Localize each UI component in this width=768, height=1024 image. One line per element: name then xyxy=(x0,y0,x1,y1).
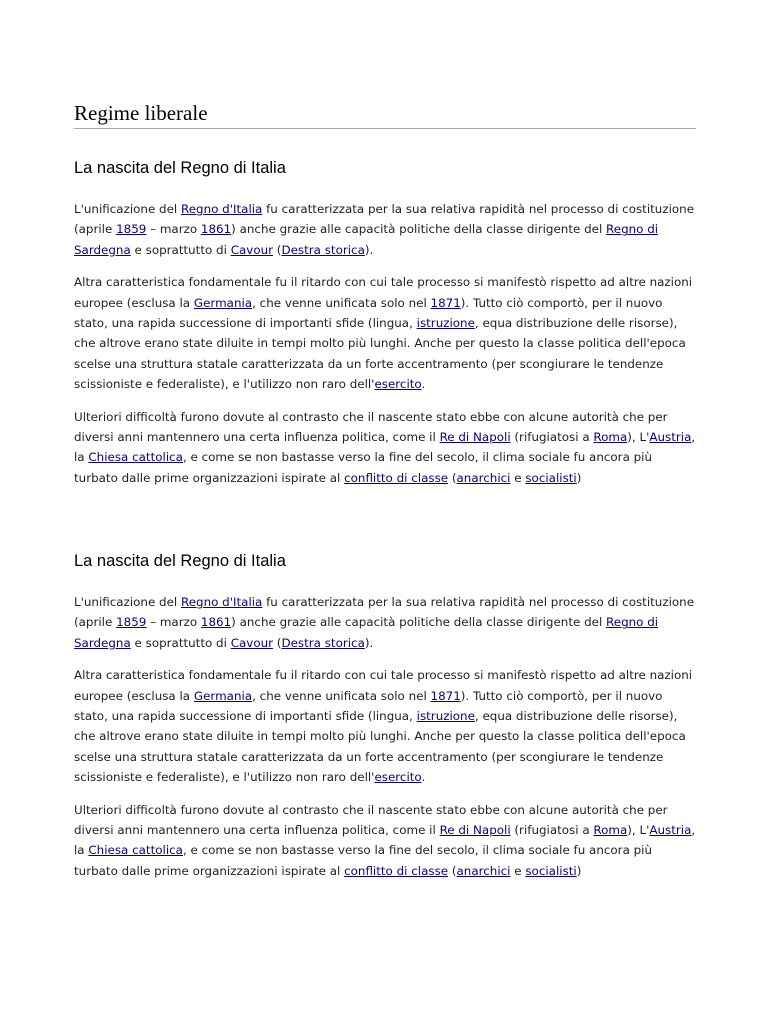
link-regno-italia[interactable]: Regno d'Italia xyxy=(180,595,263,609)
link-regno-italia[interactable]: Regno d'Italia xyxy=(180,202,263,216)
text: ( xyxy=(273,242,282,257)
section-heading: La nascita del Regno di Italia xyxy=(74,159,286,177)
text: , equa distribuzione delle risorse), che altrove erano state diluite in tempi molto più lunghi. Anche per questo la classe politica dell'epoca scelse una struttura statale caratterizzata da un forte accentramento (per scongiurare le tendenze scissioniste e federaliste), e l'utilizzo non raro dell' xyxy=(74,709,686,785)
link-socialisti[interactable]: socialisti xyxy=(525,863,577,878)
link-roma[interactable]: Roma xyxy=(593,430,628,445)
text: fu caratterizzata per la sua relativa rapidità nel processo di costituzione (aprile xyxy=(74,202,695,237)
link-chiesa-cattolica[interactable]: Chiesa cattolica xyxy=(88,450,183,465)
link-1861[interactable]: 1861 xyxy=(200,222,232,237)
article xyxy=(74,100,696,878)
section-2 xyxy=(74,550,696,893)
text: , la xyxy=(74,430,696,465)
paragraph-2 xyxy=(74,272,696,394)
link-re-di-napoli[interactable]: Re di Napoli xyxy=(439,430,511,445)
text: ) xyxy=(576,863,582,878)
text: , equa distribuzione delle risorse), che altrove erano state diluite in tempi molto più lunghi. Anche per questo la classe politica dell'epoca scelse una struttura statale caratterizzata da un forte accentramento (per scongiurare le tendenze scissioniste e federaliste), e l'utilizzo non raro dell' xyxy=(74,316,686,392)
text: ( xyxy=(448,863,457,878)
text: ). Tutto ciò comportò, per il nuovo stato, una rapida successione di importanti sfide (lingua, xyxy=(74,295,663,331)
link-re-di-napoli[interactable]: Re di Napoli xyxy=(439,823,511,838)
text: ). Tutto ciò comportò, per il nuovo stato, una rapida successione di importanti sfide (lingua, xyxy=(74,688,663,724)
text: ( xyxy=(448,470,457,485)
text: e xyxy=(510,470,526,485)
text: Altra caratteristica fondamentale fu il ritardo con cui tale processo si manifestò rispetto ad altre nazioni europee (esclusa la xyxy=(74,275,693,310)
text: ), L' xyxy=(627,430,650,445)
text: e soprattutto di xyxy=(130,635,231,650)
text: ) anche grazie alle capacità politiche della classe dirigente del xyxy=(231,615,607,630)
text: , e come se non bastasse verso la fine del secolo, il clima sociale fu ancora più turbato dalle prime organizzazioni ispirate al xyxy=(74,843,653,878)
section-heading: La nascita del Regno di Italia xyxy=(74,552,286,570)
link-destra-storica[interactable]: Destra storica xyxy=(281,242,365,257)
text: ), L' xyxy=(627,823,650,838)
link-regno-sardegna[interactable]: Regno di Sardegna xyxy=(74,222,659,257)
text: , la xyxy=(74,823,696,858)
link-cavour[interactable]: Cavour xyxy=(230,242,274,257)
paragraph-3 xyxy=(74,800,696,882)
text: e soprattutto di xyxy=(130,242,231,257)
link-istruzione[interactable]: istruzione xyxy=(416,709,475,724)
text: ). xyxy=(364,635,374,650)
link-anarchici[interactable]: anarchici xyxy=(456,470,511,485)
text: fu caratterizzata per la sua relativa rapidità nel processo di costituzione (aprile xyxy=(74,595,695,630)
link-istruzione[interactable]: istruzione xyxy=(416,316,475,331)
link-conflitto-di-classe[interactable]: conflitto di classe xyxy=(344,470,449,485)
link-regno-sardegna[interactable]: Regno di Sardegna xyxy=(74,615,659,650)
link-germania[interactable]: Germania xyxy=(193,688,253,703)
link-conflitto-di-classe[interactable]: conflitto di classe xyxy=(344,863,449,878)
page-title: Regime liberale xyxy=(74,100,696,129)
link-chiesa-cattolica[interactable]: Chiesa cattolica xyxy=(88,843,183,858)
text: ) xyxy=(576,470,582,485)
paragraph-1 xyxy=(74,199,696,260)
paragraph-1 xyxy=(74,592,696,653)
text: Altra caratteristica fondamentale fu il ritardo con cui tale processo si manifestò rispetto ad altre nazioni europee (esclusa la xyxy=(74,668,693,703)
link-anarchici[interactable]: anarchici xyxy=(456,863,511,878)
text: Ulteriori difficoltà furono dovute al contrasto che il nascente stato ebbe con alcune autorità che per diversi anni mantennero una certa influenza politica, come il xyxy=(74,802,668,838)
paragraph-2 xyxy=(74,665,696,787)
link-esercito[interactable]: esercito xyxy=(374,377,422,392)
text: Ulteriori difficoltà furono dovute al contrasto che il nascente stato ebbe con alcune autorità che per diversi anni mantennero una certa influenza politica, come il xyxy=(74,409,668,445)
link-austria[interactable]: Austria xyxy=(649,430,692,445)
text: L'unificazione del xyxy=(74,202,181,216)
text: . xyxy=(421,770,426,785)
text: , che venne unificata solo nel xyxy=(252,295,431,310)
text: – marzo xyxy=(146,615,201,630)
link-1859[interactable]: 1859 xyxy=(116,615,147,630)
text: , e come se non bastasse verso la fine del secolo, il clima sociale fu ancora più turbato dalle prime organizzazioni ispirate al xyxy=(74,450,653,485)
text: ) anche grazie alle capacità politiche della classe dirigente del xyxy=(231,222,607,237)
paragraph-3 xyxy=(74,407,696,489)
text: (rifugiatosi a xyxy=(510,430,594,445)
text: ). xyxy=(364,242,374,257)
link-germania[interactable]: Germania xyxy=(193,295,253,310)
link-roma[interactable]: Roma xyxy=(593,823,628,838)
link-austria[interactable]: Austria xyxy=(649,823,692,838)
link-socialisti[interactable]: socialisti xyxy=(525,470,577,485)
link-1871[interactable]: 1871 xyxy=(430,688,461,703)
link-destra-storica[interactable]: Destra storica xyxy=(281,635,365,650)
link-cavour[interactable]: Cavour xyxy=(230,635,274,650)
link-esercito[interactable]: esercito xyxy=(374,770,422,785)
section-1 xyxy=(74,157,696,500)
text: e xyxy=(510,863,526,878)
text: . xyxy=(421,377,426,392)
text: , che venne unificata solo nel xyxy=(252,688,431,703)
text: (rifugiatosi a xyxy=(510,823,594,838)
text: ( xyxy=(273,635,282,650)
link-1861[interactable]: 1861 xyxy=(200,615,232,630)
link-1871[interactable]: 1871 xyxy=(430,295,461,310)
link-1859[interactable]: 1859 xyxy=(116,222,147,237)
text: – marzo xyxy=(146,222,201,237)
text: L'unificazione del xyxy=(74,595,181,609)
